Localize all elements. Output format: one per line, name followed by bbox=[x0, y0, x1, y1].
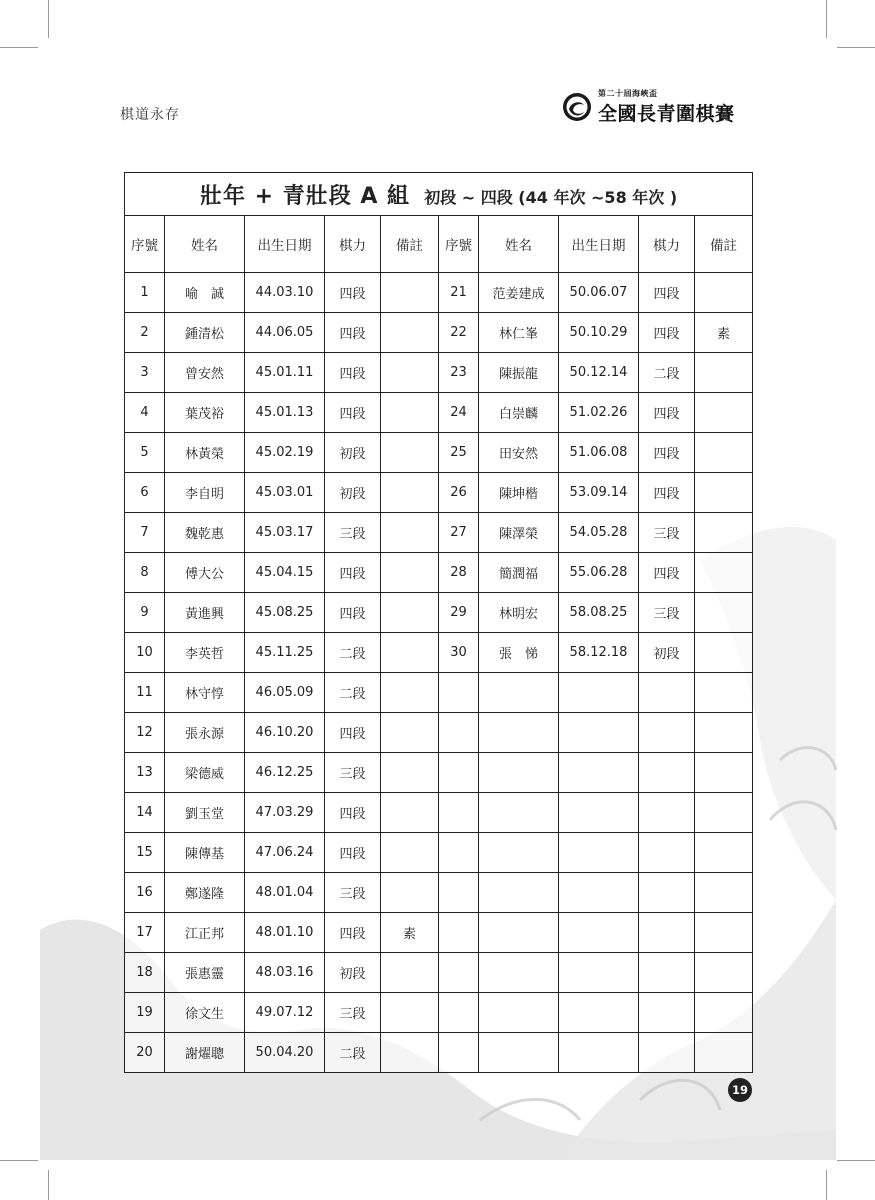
table-row bbox=[125, 353, 753, 393]
name-cell: 曾安然 bbox=[165, 353, 245, 393]
rank-cell: 四段 bbox=[325, 713, 381, 753]
birthdate-cell: 49.07.12 bbox=[245, 993, 325, 1033]
roster-table bbox=[124, 172, 753, 1073]
rank-cell: 四段 bbox=[325, 273, 381, 313]
name-cell: 魏乾惠 bbox=[165, 513, 245, 553]
table-row bbox=[125, 433, 753, 473]
birthdate-cell: 45.03.17 bbox=[245, 513, 325, 553]
rank-cell: 四段 bbox=[325, 793, 381, 833]
rank-cell: 三段 bbox=[325, 993, 381, 1033]
note-cell bbox=[695, 753, 753, 793]
birthdate-cell: 50.12.14 bbox=[559, 353, 639, 393]
rank-cell: 三段 bbox=[325, 753, 381, 793]
name-cell: 林仁峯 bbox=[479, 313, 559, 353]
rank-cell bbox=[639, 913, 695, 953]
name-cell: 劉玉堂 bbox=[165, 793, 245, 833]
birthdate-cell: 45.08.25 bbox=[245, 593, 325, 633]
birthdate-cell bbox=[559, 793, 639, 833]
table-row bbox=[125, 273, 753, 313]
rank-cell: 三段 bbox=[639, 593, 695, 633]
birthdate-cell: 46.12.25 bbox=[245, 753, 325, 793]
table-header-row bbox=[125, 216, 753, 273]
table-title-row bbox=[125, 173, 753, 216]
seq-cell: 27 bbox=[439, 513, 479, 553]
table-row bbox=[125, 513, 753, 553]
note-cell bbox=[695, 593, 753, 633]
note-cell: 素 bbox=[695, 313, 753, 353]
seq-cell bbox=[439, 873, 479, 913]
note-cell bbox=[381, 793, 439, 833]
note-cell bbox=[381, 753, 439, 793]
name-cell: 喻 誠 bbox=[165, 273, 245, 313]
rank-cell: 三段 bbox=[325, 873, 381, 913]
rank-cell: 初段 bbox=[325, 953, 381, 993]
birthdate-cell: 48.03.16 bbox=[245, 953, 325, 993]
rank-cell: 四段 bbox=[639, 393, 695, 433]
name-cell: 陳振龍 bbox=[479, 353, 559, 393]
roster-table-container bbox=[124, 172, 752, 1073]
rank-cell: 二段 bbox=[639, 353, 695, 393]
table-subtitle: 初段 ~ 四段 (44 年次 ~58 年次 ) bbox=[424, 187, 678, 207]
note-cell bbox=[381, 433, 439, 473]
rank-cell bbox=[639, 793, 695, 833]
note-cell bbox=[381, 633, 439, 673]
birthdate-cell bbox=[559, 913, 639, 953]
note-cell bbox=[695, 713, 753, 753]
name-cell: 林守惇 bbox=[165, 673, 245, 713]
seq-cell: 26 bbox=[439, 473, 479, 513]
name-cell: 黃進興 bbox=[165, 593, 245, 633]
birthdate-cell bbox=[559, 833, 639, 873]
name-cell: 陳傳基 bbox=[165, 833, 245, 873]
seq-cell: 21 bbox=[439, 273, 479, 313]
name-cell: 葉茂裕 bbox=[165, 393, 245, 433]
name-cell bbox=[479, 913, 559, 953]
rank-cell: 四段 bbox=[325, 913, 381, 953]
note-cell bbox=[695, 473, 753, 513]
column-header: 姓名 bbox=[479, 216, 559, 273]
note-cell bbox=[381, 833, 439, 873]
name-cell: 林黃榮 bbox=[165, 433, 245, 473]
seq-cell bbox=[439, 793, 479, 833]
rank-cell bbox=[639, 673, 695, 713]
seq-cell bbox=[439, 833, 479, 873]
birthdate-cell bbox=[559, 753, 639, 793]
note-cell bbox=[695, 513, 753, 553]
name-cell: 江正邦 bbox=[165, 913, 245, 953]
seq-cell: 18 bbox=[125, 953, 165, 993]
rank-cell bbox=[639, 873, 695, 913]
name-cell bbox=[479, 753, 559, 793]
note-cell bbox=[381, 553, 439, 593]
birthdate-cell: 44.06.05 bbox=[245, 313, 325, 353]
seq-cell: 22 bbox=[439, 313, 479, 353]
birthdate-cell: 58.12.18 bbox=[559, 633, 639, 673]
seq-cell: 29 bbox=[439, 593, 479, 633]
table-row bbox=[125, 873, 753, 913]
note-cell bbox=[381, 313, 439, 353]
seq-cell: 25 bbox=[439, 433, 479, 473]
birthdate-cell: 54.05.28 bbox=[559, 513, 639, 553]
note-cell bbox=[695, 273, 753, 313]
birthdate-cell: 45.01.11 bbox=[245, 353, 325, 393]
rank-cell: 四段 bbox=[325, 593, 381, 633]
birthdate-cell: 51.06.08 bbox=[559, 433, 639, 473]
seq-cell: 17 bbox=[125, 913, 165, 953]
birthdate-cell: 45.01.13 bbox=[245, 393, 325, 433]
seq-cell bbox=[439, 993, 479, 1033]
seq-cell: 6 bbox=[125, 473, 165, 513]
column-header: 棋力 bbox=[639, 216, 695, 273]
rank-cell bbox=[639, 753, 695, 793]
table-row bbox=[125, 793, 753, 833]
note-cell bbox=[381, 953, 439, 993]
brand-subtitle: 第二十屆海峽盃 bbox=[598, 89, 658, 98]
table-row bbox=[125, 913, 753, 953]
page-number-badge: 19 bbox=[728, 1078, 752, 1102]
name-cell: 簡潤福 bbox=[479, 553, 559, 593]
seq-cell: 4 bbox=[125, 393, 165, 433]
note-cell bbox=[695, 353, 753, 393]
note-cell bbox=[381, 273, 439, 313]
rank-cell: 初段 bbox=[639, 633, 695, 673]
note-cell bbox=[695, 993, 753, 1033]
seq-cell: 1 bbox=[125, 273, 165, 313]
table-row bbox=[125, 313, 753, 353]
seq-cell: 24 bbox=[439, 393, 479, 433]
table-row bbox=[125, 833, 753, 873]
note-cell bbox=[695, 433, 753, 473]
name-cell: 謝燿聰 bbox=[165, 1033, 245, 1073]
table-row bbox=[125, 593, 753, 633]
note-cell bbox=[695, 873, 753, 913]
birthdate-cell bbox=[559, 713, 639, 753]
note-cell bbox=[695, 393, 753, 433]
rank-cell: 四段 bbox=[639, 313, 695, 353]
table-row bbox=[125, 673, 753, 713]
birthdate-cell: 58.08.25 bbox=[559, 593, 639, 633]
name-cell: 李自明 bbox=[165, 473, 245, 513]
birthdate-cell bbox=[559, 993, 639, 1033]
note-cell bbox=[695, 553, 753, 593]
name-cell: 陳坤楷 bbox=[479, 473, 559, 513]
seq-cell: 3 bbox=[125, 353, 165, 393]
rank-cell: 四段 bbox=[325, 833, 381, 873]
birthdate-cell: 45.03.01 bbox=[245, 473, 325, 513]
running-header-text: 棋道永存 bbox=[120, 107, 180, 123]
note-cell bbox=[695, 913, 753, 953]
birthdate-cell bbox=[559, 873, 639, 913]
birthdate-cell: 51.02.26 bbox=[559, 393, 639, 433]
seq-cell: 30 bbox=[439, 633, 479, 673]
column-header: 棋力 bbox=[325, 216, 381, 273]
rank-cell: 四段 bbox=[325, 393, 381, 433]
birthdate-cell: 47.03.29 bbox=[245, 793, 325, 833]
name-cell bbox=[479, 1033, 559, 1073]
rank-cell: 二段 bbox=[325, 1033, 381, 1073]
name-cell bbox=[479, 873, 559, 913]
name-cell: 林明宏 bbox=[479, 593, 559, 633]
table-row bbox=[125, 1033, 753, 1073]
rank-cell: 四段 bbox=[639, 433, 695, 473]
birthdate-cell bbox=[559, 953, 639, 993]
note-cell bbox=[381, 353, 439, 393]
rank-cell bbox=[639, 833, 695, 873]
column-header: 序號 bbox=[125, 216, 165, 273]
rank-cell: 四段 bbox=[325, 553, 381, 593]
seq-cell bbox=[439, 673, 479, 713]
note-cell bbox=[695, 673, 753, 713]
note-cell: 素 bbox=[381, 913, 439, 953]
rank-cell: 四段 bbox=[639, 273, 695, 313]
name-cell bbox=[479, 673, 559, 713]
birthdate-cell: 47.06.24 bbox=[245, 833, 325, 873]
seq-cell: 16 bbox=[125, 873, 165, 913]
table-row bbox=[125, 553, 753, 593]
birthdate-cell: 48.01.10 bbox=[245, 913, 325, 953]
name-cell: 張 悌 bbox=[479, 633, 559, 673]
seq-cell bbox=[439, 953, 479, 993]
note-cell bbox=[381, 673, 439, 713]
table-row bbox=[125, 473, 753, 513]
seq-cell: 2 bbox=[125, 313, 165, 353]
name-cell bbox=[479, 833, 559, 873]
name-cell: 鄭遂隆 bbox=[165, 873, 245, 913]
name-cell: 白崇麟 bbox=[479, 393, 559, 433]
note-cell bbox=[381, 513, 439, 553]
table-row bbox=[125, 993, 753, 1033]
seq-cell: 14 bbox=[125, 793, 165, 833]
table-row bbox=[125, 633, 753, 673]
birthdate-cell: 45.11.25 bbox=[245, 633, 325, 673]
table-row bbox=[125, 953, 753, 993]
name-cell bbox=[479, 713, 559, 753]
rank-cell: 二段 bbox=[325, 633, 381, 673]
name-cell: 徐文生 bbox=[165, 993, 245, 1033]
seq-cell bbox=[439, 753, 479, 793]
rank-cell bbox=[639, 953, 695, 993]
note-cell bbox=[695, 833, 753, 873]
name-cell bbox=[479, 793, 559, 833]
seq-cell: 11 bbox=[125, 673, 165, 713]
rank-cell: 四段 bbox=[639, 473, 695, 513]
seq-cell: 9 bbox=[125, 593, 165, 633]
seq-cell: 8 bbox=[125, 553, 165, 593]
brand-header bbox=[562, 86, 762, 130]
rank-cell: 三段 bbox=[325, 513, 381, 553]
birthdate-cell: 46.10.20 bbox=[245, 713, 325, 753]
column-header: 備註 bbox=[695, 216, 753, 273]
birthdate-cell: 50.10.29 bbox=[559, 313, 639, 353]
birthdate-cell: 46.05.09 bbox=[245, 673, 325, 713]
column-header: 出生日期 bbox=[245, 216, 325, 273]
name-cell: 田安然 bbox=[479, 433, 559, 473]
name-cell: 范姜建成 bbox=[479, 273, 559, 313]
table-title-cell bbox=[125, 173, 753, 216]
column-header: 姓名 bbox=[165, 216, 245, 273]
name-cell bbox=[479, 953, 559, 993]
seq-cell: 15 bbox=[125, 833, 165, 873]
name-cell: 梁德威 bbox=[165, 753, 245, 793]
seq-cell: 7 bbox=[125, 513, 165, 553]
rank-cell: 二段 bbox=[325, 673, 381, 713]
name-cell: 張惠靈 bbox=[165, 953, 245, 993]
rank-cell: 三段 bbox=[639, 513, 695, 553]
table-row bbox=[125, 753, 753, 793]
seq-cell: 28 bbox=[439, 553, 479, 593]
seq-cell bbox=[439, 1033, 479, 1073]
seq-cell: 20 bbox=[125, 1033, 165, 1073]
name-cell bbox=[479, 993, 559, 1033]
note-cell bbox=[381, 993, 439, 1033]
name-cell: 陳澤榮 bbox=[479, 513, 559, 553]
name-cell: 李英哲 bbox=[165, 633, 245, 673]
rank-cell: 初段 bbox=[325, 473, 381, 513]
note-cell bbox=[695, 793, 753, 833]
column-header: 序號 bbox=[439, 216, 479, 273]
seq-cell bbox=[439, 913, 479, 953]
name-cell: 鍾清松 bbox=[165, 313, 245, 353]
birthdate-cell bbox=[559, 673, 639, 713]
seq-cell: 10 bbox=[125, 633, 165, 673]
rank-cell: 初段 bbox=[325, 433, 381, 473]
birthdate-cell: 53.09.14 bbox=[559, 473, 639, 513]
table-row bbox=[125, 393, 753, 433]
birthdate-cell: 55.06.28 bbox=[559, 553, 639, 593]
note-cell bbox=[695, 633, 753, 673]
rank-cell bbox=[639, 1033, 695, 1073]
birthdate-cell: 50.06.07 bbox=[559, 273, 639, 313]
rank-cell bbox=[639, 713, 695, 753]
seq-cell: 19 bbox=[125, 993, 165, 1033]
birthdate-cell: 45.04.15 bbox=[245, 553, 325, 593]
note-cell bbox=[381, 593, 439, 633]
birthdate-cell bbox=[559, 1033, 639, 1073]
birthdate-cell: 48.01.04 bbox=[245, 873, 325, 913]
column-header: 出生日期 bbox=[559, 216, 639, 273]
note-cell bbox=[381, 873, 439, 913]
birthdate-cell: 44.03.10 bbox=[245, 273, 325, 313]
rank-cell bbox=[639, 993, 695, 1033]
note-cell bbox=[381, 473, 439, 513]
name-cell: 傅大公 bbox=[165, 553, 245, 593]
rank-cell: 四段 bbox=[325, 313, 381, 353]
go-stone-logo-icon bbox=[562, 92, 592, 122]
seq-cell bbox=[439, 713, 479, 753]
note-cell bbox=[381, 1033, 439, 1073]
note-cell bbox=[695, 953, 753, 993]
table-title: 壯年 + 青壯段 A 組 bbox=[199, 183, 411, 209]
note-cell bbox=[695, 1033, 753, 1073]
name-cell: 張永源 bbox=[165, 713, 245, 753]
seq-cell: 13 bbox=[125, 753, 165, 793]
brand-title: 全國長青圍棋賽 bbox=[598, 103, 735, 125]
table-row bbox=[125, 713, 753, 753]
column-header: 備註 bbox=[381, 216, 439, 273]
seq-cell: 23 bbox=[439, 353, 479, 393]
note-cell bbox=[381, 393, 439, 433]
rank-cell: 四段 bbox=[325, 353, 381, 393]
seq-cell: 5 bbox=[125, 433, 165, 473]
birthdate-cell: 45.02.19 bbox=[245, 433, 325, 473]
birthdate-cell: 50.04.20 bbox=[245, 1033, 325, 1073]
note-cell bbox=[381, 713, 439, 753]
seq-cell: 12 bbox=[125, 713, 165, 753]
rank-cell: 四段 bbox=[639, 553, 695, 593]
